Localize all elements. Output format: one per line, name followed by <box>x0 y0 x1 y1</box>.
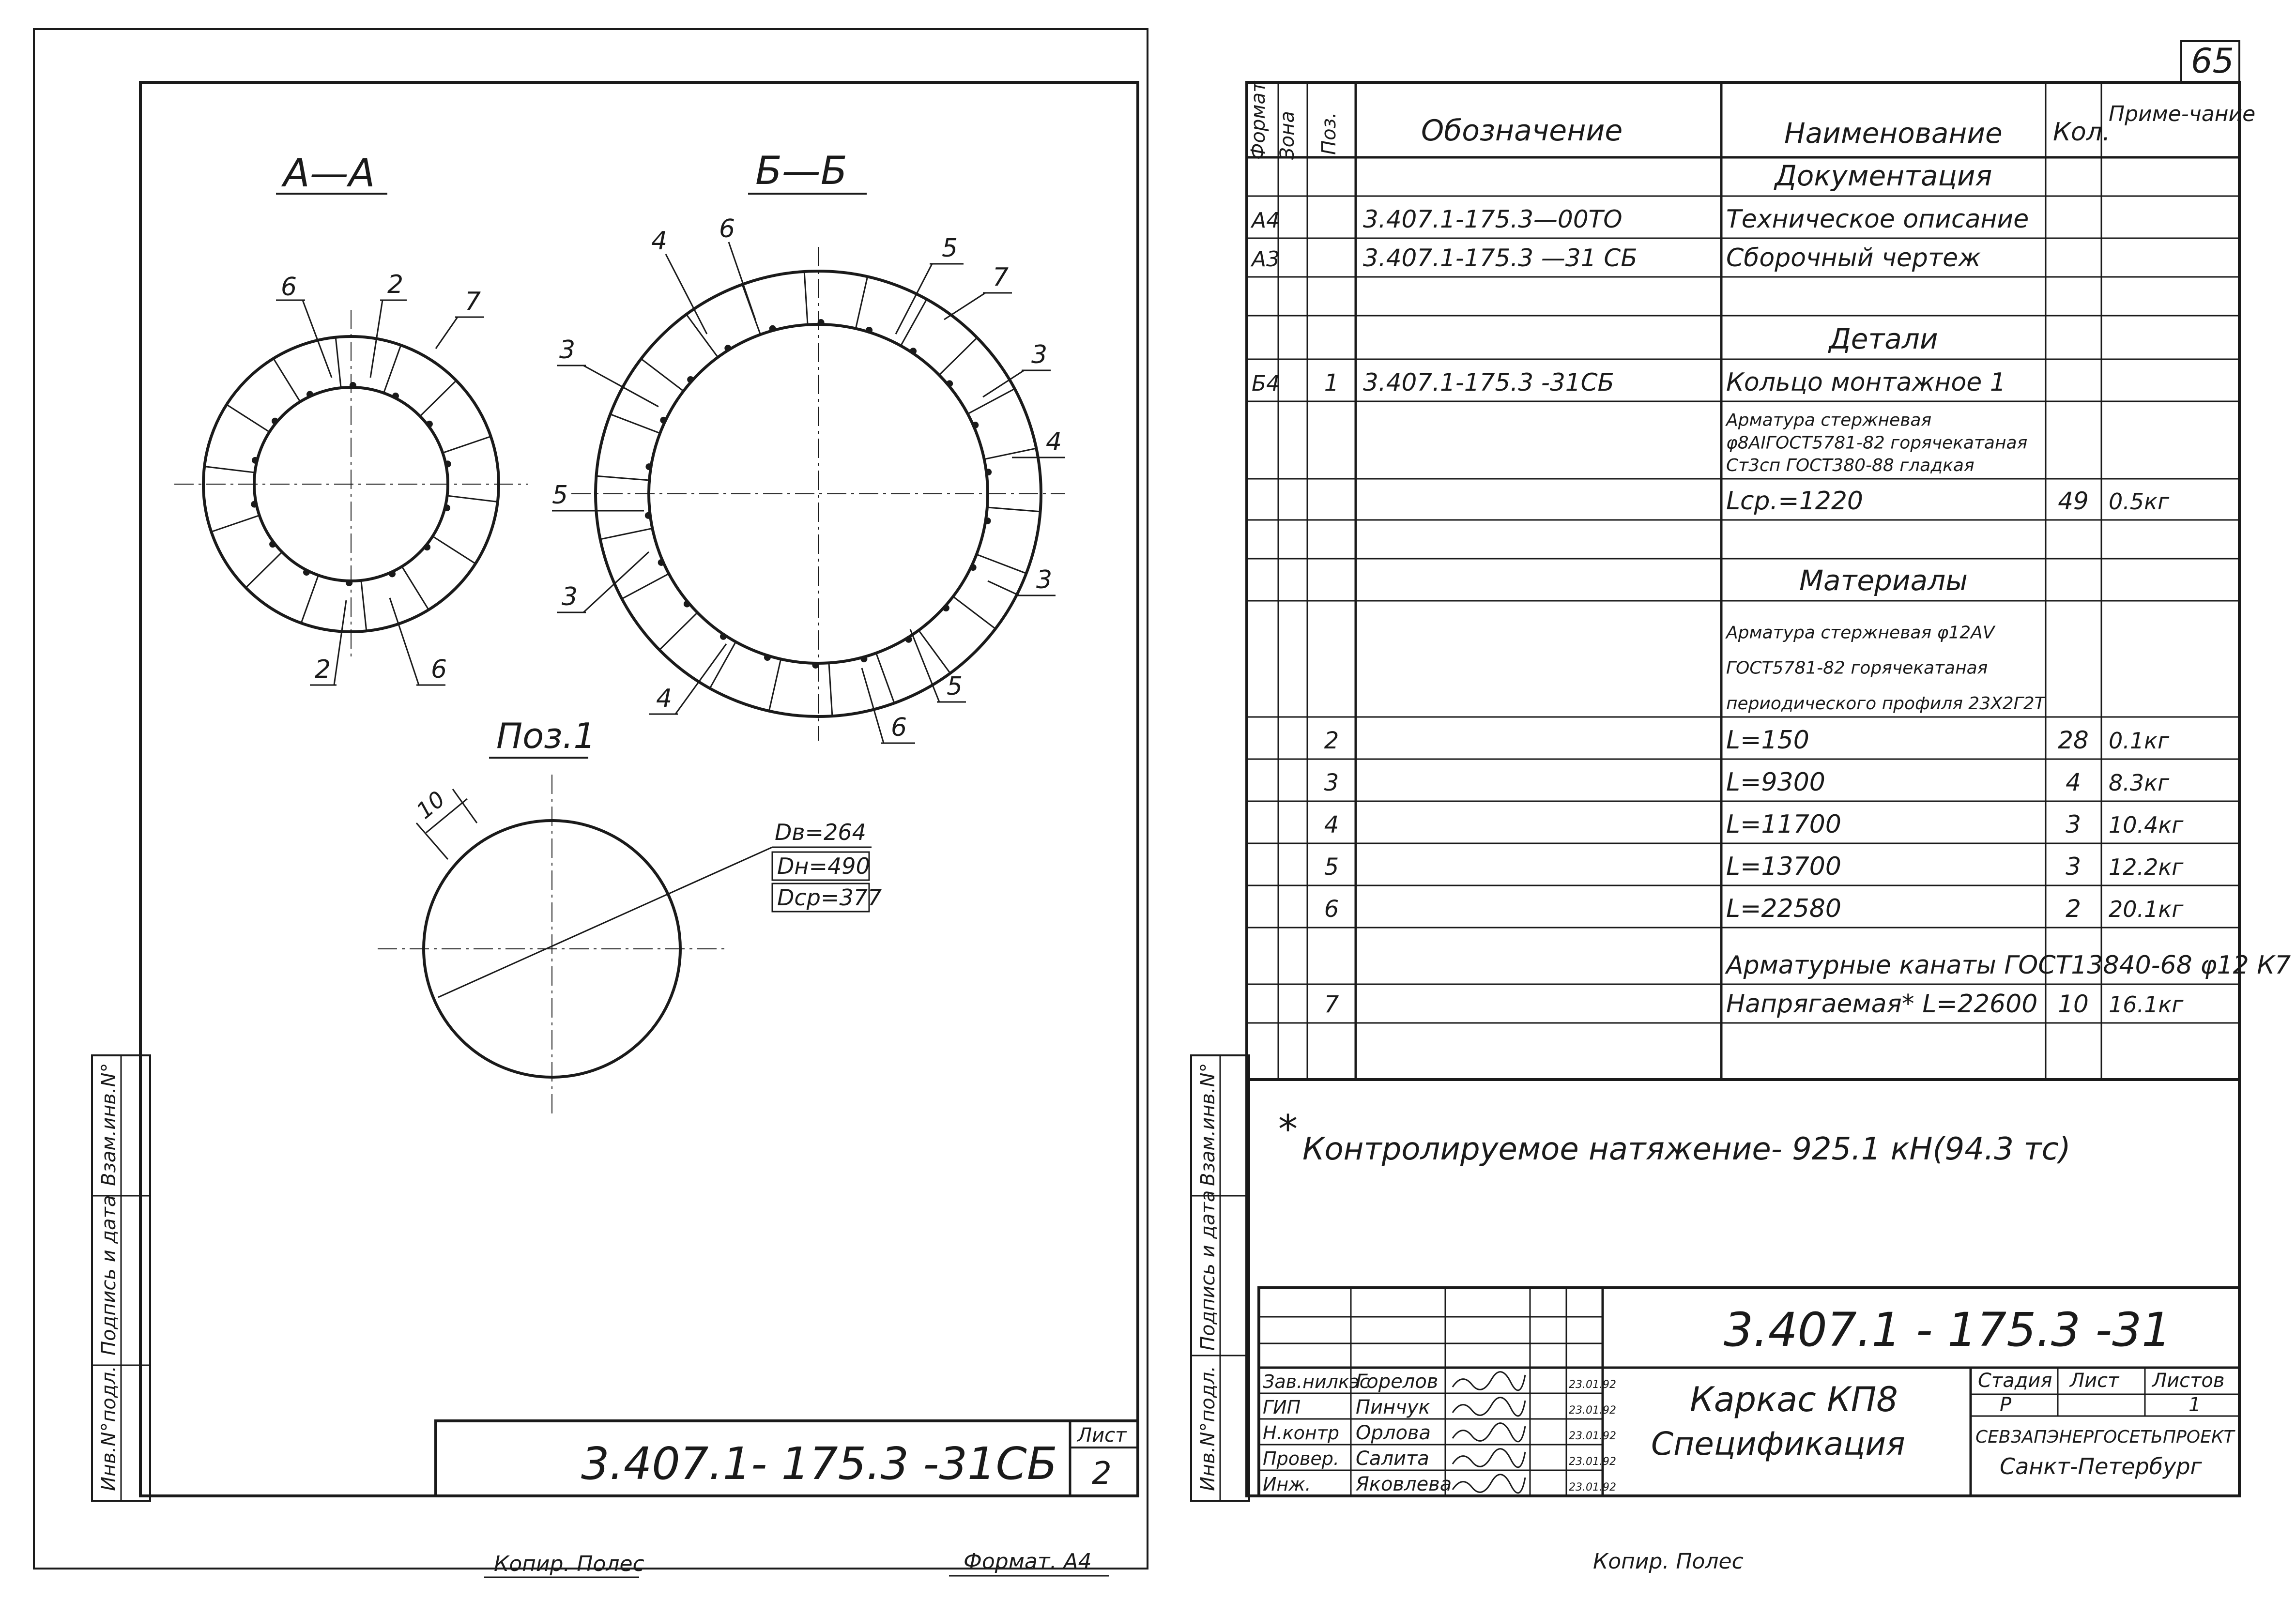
aa-spoke <box>246 552 282 588</box>
pos1-dim-dn: Dн=490 <box>777 853 870 879</box>
sheet-number-top: 65 <box>2191 41 2235 81</box>
bb-spoke <box>804 272 808 325</box>
bb-label-3-bottom-right: 3 <box>1036 565 1053 594</box>
left-sheet <box>34 29 1148 1577</box>
spec-cell-name-line: периодического профиля 23Х2Г2Т <box>1726 694 2045 714</box>
section-bb-title: Б—Б <box>755 148 847 193</box>
aa-label-6-top: 6 <box>281 273 297 302</box>
spec-cell-pos: 6 <box>1324 896 1339 923</box>
header-format: Формат <box>1247 81 1270 160</box>
spec-cell-name: L=22580 <box>1726 894 1841 923</box>
bb-bar-dot <box>658 559 665 566</box>
header-name: Наименование <box>1784 117 2003 150</box>
tb-title-2: Спецификация <box>1651 1425 1905 1463</box>
spec-cell-format: Б4 <box>1252 371 1280 396</box>
spec-cell-name: Детали <box>1829 322 1938 355</box>
signature-scribble <box>1453 1449 1525 1467</box>
spec-cell-pos: 3 <box>1324 769 1339 796</box>
bb-label-6-bottom: 6 <box>891 713 907 742</box>
bb-bar-dot <box>720 633 727 640</box>
right-sheet <box>1148 29 2291 1574</box>
tb-sheets-label: Листов <box>2152 1370 2225 1392</box>
signature-scribble <box>1453 1423 1525 1442</box>
aa-bar-dot <box>303 569 310 576</box>
left-stamp-inv: Инв.N°подл. <box>98 1366 120 1491</box>
aa-spoke <box>361 580 367 631</box>
bb-spoke <box>901 299 927 346</box>
left-stamp-sign: Подпись и дата <box>98 1195 120 1356</box>
tb-person-name: Орлова <box>1356 1422 1431 1444</box>
spec-cell-name-line: φ8АIГОСТ5781-82 горячекатаная <box>1726 433 2028 453</box>
spec-cell-pos: 5 <box>1324 853 1339 881</box>
bb-bar-dot <box>660 417 667 424</box>
aa-bar-dot <box>350 382 356 389</box>
spec-cell-name: Lср.=1220 <box>1726 487 1864 516</box>
spec-cell-qty: 2 <box>2066 895 2081 923</box>
tb-person-date: 23.01.92 <box>1569 1481 1616 1493</box>
tb-person-date: 23.01.92 <box>1569 1404 1616 1417</box>
right-stamp-vzam: Взам.инв.N° <box>1197 1063 1219 1186</box>
aa-bar-dot <box>346 579 352 586</box>
header-qty: Кол. <box>2053 118 2111 147</box>
left-title-block <box>436 1421 1138 1496</box>
aa-spoke <box>211 516 259 532</box>
bb-spoke <box>829 663 832 716</box>
header-designation: Обозначение <box>1421 114 1623 148</box>
spec-cell-name: Напрягаемая* L=22600 <box>1726 990 2038 1019</box>
signature-scribble <box>1453 1475 1525 1493</box>
bb-bar-dot <box>972 422 979 428</box>
aa-spoke <box>447 496 498 502</box>
spec-cell-name: L=11700 <box>1726 810 1841 839</box>
bb-bar-dot <box>905 636 912 643</box>
tb-sheets: 1 <box>2189 1394 2201 1416</box>
spec-cell-pos: 4 <box>1324 811 1339 838</box>
spec-cell-name-line: Арматура стержневая <box>1726 410 1932 430</box>
header-zone: Зона <box>1276 111 1299 160</box>
spec-cell-qty: 3 <box>2066 853 2081 881</box>
spec-cell-designation: 3.407.1-175.3 -31СБ <box>1363 368 1614 396</box>
spec-cell-name: L=9300 <box>1726 768 1825 797</box>
right-stamp-sign: Подпись и дата <box>1197 1190 1219 1351</box>
left-list-label: Лист <box>1077 1424 1127 1447</box>
aa-spoke <box>384 345 401 393</box>
spec-cell-name-line: Ст3сп ГОСТ380-88 гладкая <box>1726 456 1975 475</box>
spec-cell-note: 12.2кг <box>2109 854 2184 880</box>
header-note: Приме-чание <box>2109 102 2256 126</box>
aa-spoke <box>336 337 341 388</box>
footnote-text: Контролируемое натяжение- 925.1 кН(94.3 тс) <box>1302 1131 2071 1167</box>
spec-cell-name: Арматурные канаты ГОСТ13840-68 φ12 К7 <box>1726 951 2291 980</box>
aa-spoke <box>433 536 475 564</box>
bb-bar-dot <box>970 564 977 571</box>
tb-person-role: Н.контр <box>1263 1422 1339 1444</box>
bb-bar-dot <box>645 463 652 470</box>
footnote-star: * <box>1278 1107 1298 1152</box>
spec-cell-qty: 3 <box>2066 810 2081 838</box>
spec-cell-qty: 49 <box>2058 487 2089 515</box>
pos1-title: Поз.1 <box>496 716 596 756</box>
bb-spoke <box>641 359 683 391</box>
tb-person-name: Горелов <box>1356 1371 1439 1393</box>
bb-bar-dot <box>984 518 991 524</box>
aa-bar-dot <box>426 421 433 427</box>
tb-title-1: Каркас КП8 <box>1690 1380 1898 1419</box>
tb-person-name: Салита <box>1356 1448 1429 1470</box>
right-side-stamp <box>1191 1055 1249 1501</box>
aa-spoke <box>274 358 300 401</box>
bb-bar-dot <box>818 319 825 326</box>
bb-label-7: 7 <box>993 263 1009 292</box>
bb-label-6-top: 6 <box>719 214 735 244</box>
tb-org: СЕВЗАПЭНЕРГОСЕТЬПРОЕКТ <box>1975 1427 2235 1447</box>
spec-cell-name: Кольцо монтажное 1 <box>1726 368 2006 397</box>
tb-person-name: Пинчук <box>1356 1396 1430 1418</box>
left-stamp-vzam: Взам.инв.N° <box>98 1063 120 1186</box>
bb-spoke <box>953 596 995 629</box>
ring-aa <box>174 310 528 658</box>
spec-cell-pos: 1 <box>1324 369 1339 396</box>
bb-bar-dot <box>764 654 771 661</box>
tb-person-name: Яковлева <box>1356 1473 1452 1495</box>
tb-city: Санкт-Петербург <box>2000 1453 2202 1479</box>
bb-spoke <box>687 314 718 357</box>
tb-person-date: 23.01.92 <box>1569 1379 1616 1391</box>
spec-cell-name-line: ГОСТ5781-82 горячекатаная <box>1726 658 1988 678</box>
spec-cell-qty: 28 <box>2058 726 2089 754</box>
right-title-block <box>1259 1288 2239 1496</box>
aa-spoke <box>443 437 490 453</box>
aa-bar-dot <box>392 393 399 399</box>
spec-cell-note: 8.3кг <box>2109 770 2170 796</box>
spec-cell-name: Документация <box>1775 159 1992 192</box>
bb-spoke <box>968 389 1015 414</box>
aa-bar-dot <box>252 457 259 464</box>
aa-label-6-bottom: 6 <box>431 655 447 684</box>
spec-cell-note: 0.5кг <box>2109 488 2170 515</box>
spec-cell-format: А3 <box>1252 247 1280 272</box>
spec-cell-note: 20.1кг <box>2109 896 2184 922</box>
bb-spoke <box>856 276 867 328</box>
spec-cell-designation: 3.407.1-175.3—00ТО <box>1363 205 1623 233</box>
aa-spoke <box>204 466 255 472</box>
tb-person-date: 23.01.92 <box>1569 1456 1616 1468</box>
bb-bar-dot <box>946 380 953 387</box>
aa-label-2-top: 2 <box>387 270 404 299</box>
bb-spoke <box>659 612 697 650</box>
bb-label-4-top: 4 <box>651 227 668 256</box>
spec-cell-name: L=13700 <box>1726 852 1841 881</box>
spec-cell-name-line: Арматура стержневая φ12АⅤ <box>1726 623 1995 643</box>
bb-spoke <box>596 476 649 480</box>
tb-person-role: Инж. <box>1263 1474 1311 1495</box>
bb-label-3-left: 3 <box>559 335 576 365</box>
bb-bar-dot <box>812 662 819 669</box>
aa-spoke <box>420 381 457 416</box>
left-list-number: 2 <box>1092 1456 1112 1492</box>
spec-cell-qty: 10 <box>2058 990 2089 1018</box>
bb-bar-dot <box>687 376 694 383</box>
bb-bar-dot <box>645 512 652 519</box>
bb-label-3-right: 3 <box>1031 340 1048 369</box>
tb-person-date: 23.01.92 <box>1569 1430 1616 1442</box>
bb-label-4-bottom: 4 <box>656 684 673 713</box>
bb-spoke <box>918 630 950 673</box>
tb-person-role: Провер. <box>1263 1448 1339 1469</box>
aa-label-2-bottom: 2 <box>315 655 331 684</box>
bb-bar-dot <box>684 601 690 608</box>
bb-spoke <box>876 653 894 703</box>
bb-label-3-bottom-left: 3 <box>562 582 578 611</box>
signature-scribble <box>1453 1398 1525 1416</box>
ring-bb <box>571 247 1065 741</box>
spec-cell-note: 0.1кг <box>2109 728 2170 754</box>
pos1-dim-10: 10 <box>411 786 450 824</box>
spec-cell-pos: 7 <box>1324 991 1339 1018</box>
bb-bar-dot <box>943 605 949 611</box>
left-doc-code: 3.407.1- 175.3 -31СБ <box>581 1438 1057 1490</box>
left-footer-copy: Копир. Полес <box>494 1552 644 1576</box>
spec-cell-name: L=150 <box>1726 726 1809 755</box>
aa-bar-dot <box>306 391 313 398</box>
bb-bar-dot <box>985 469 992 475</box>
spec-table <box>1247 80 2291 1080</box>
bb-spoke <box>769 659 781 711</box>
tb-person-role: Зав.нилкэс <box>1263 1371 1370 1392</box>
bb-label-5-left: 5 <box>552 481 568 510</box>
bb-label-5-bottom: 5 <box>947 672 963 701</box>
bb-label-4-right: 4 <box>1046 427 1062 457</box>
bb-spoke <box>939 338 977 375</box>
bb-label-5-top: 5 <box>942 234 958 263</box>
aa-bar-dot <box>269 541 276 548</box>
left-footer-format: Формат. А4 <box>964 1549 1092 1574</box>
bb-spoke <box>977 554 1026 573</box>
section-aa-title: А—А <box>283 151 375 196</box>
bb-bar-dot <box>866 327 872 334</box>
bb-spoke <box>622 574 669 599</box>
aa-bar-dot <box>444 460 451 467</box>
tb-code: 3.407.1 - 175.3 -31 <box>1724 1303 2172 1357</box>
spec-cell-name: Материалы <box>1799 564 1968 597</box>
spec-cell-name: Техническое описание <box>1726 205 2029 234</box>
left-sheet-outer-border <box>34 29 1148 1569</box>
spec-cell-note: 10.4кг <box>2109 812 2184 838</box>
spec-cell-designation: 3.407.1-175.3 —31 СБ <box>1363 244 1638 272</box>
spec-cell-name: Сборочный чертеж <box>1726 244 1981 273</box>
tb-person-role: ГИП <box>1263 1397 1301 1418</box>
aa-bar-dot <box>272 418 278 425</box>
bb-spoke <box>600 528 653 539</box>
spec-cell-note: 16.1кг <box>2109 991 2184 1018</box>
pos1-dim-dsr: Dср=377 <box>777 884 882 911</box>
aa-bar-dot <box>389 570 396 577</box>
aa-spoke <box>301 575 318 623</box>
bb-spoke <box>610 414 660 433</box>
bb-spoke <box>987 507 1041 512</box>
bb-bar-dot <box>769 325 776 332</box>
spec-cell-qty: 4 <box>2066 768 2081 796</box>
spec-cell-format: А4 <box>1252 208 1280 233</box>
spec-cell-pos: 2 <box>1324 727 1339 754</box>
bb-bar-dot <box>860 655 867 662</box>
aa-spoke <box>402 566 429 610</box>
tb-stage-label: Стадия <box>1978 1370 2052 1392</box>
right-footer-copy: Копир. Полес <box>1593 1549 1744 1574</box>
pos1-dim-dv: Dв=264 <box>775 819 866 845</box>
aa-spoke <box>227 405 269 432</box>
aa-label-7: 7 <box>465 287 481 316</box>
header-pos: Поз. <box>1318 112 1340 155</box>
right-stamp-inv: Инв.N°подл. <box>1197 1366 1219 1491</box>
aa-bar-dot <box>444 504 450 511</box>
aa-bar-dot <box>424 544 430 550</box>
tb-sheet-label: Лист <box>2070 1370 2119 1392</box>
tb-stage: Р <box>2000 1394 2012 1416</box>
bb-bar-dot <box>910 348 917 354</box>
aa-bar-dot <box>251 501 258 508</box>
signature-scribble <box>1453 1372 1525 1390</box>
bb-bar-dot <box>724 345 731 351</box>
